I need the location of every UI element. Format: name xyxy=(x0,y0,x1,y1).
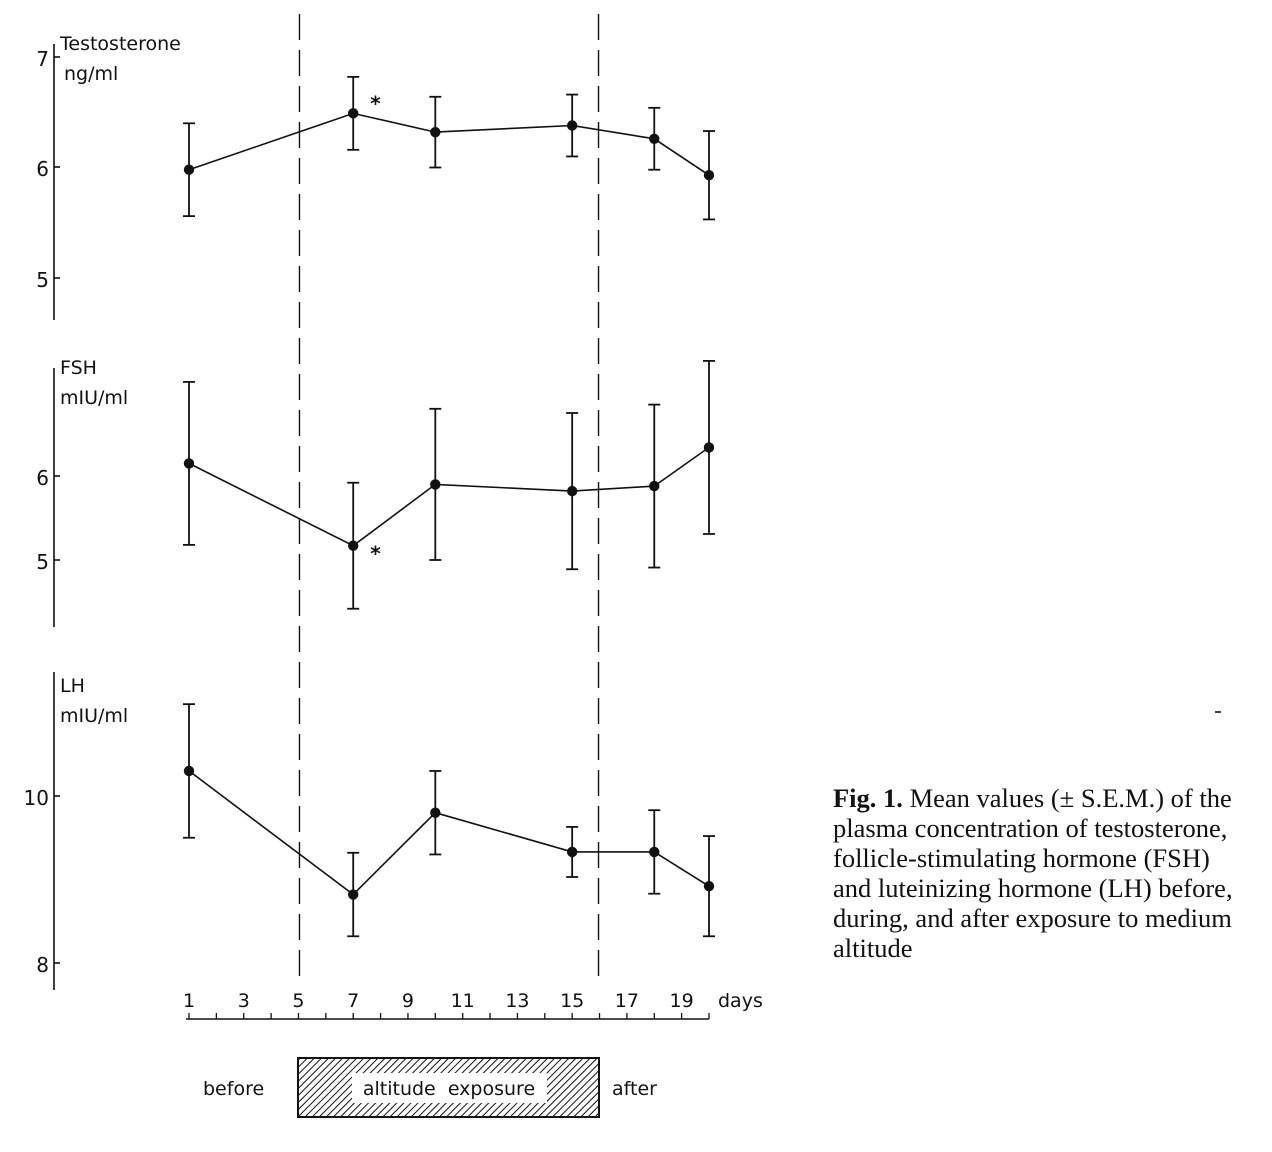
phase-after-label: after xyxy=(612,1078,657,1100)
fsh-data-point xyxy=(430,479,440,489)
fsh-tick-5: 5 xyxy=(36,550,49,574)
x-tick-label: 15 xyxy=(560,990,585,1012)
testosterone-data-point xyxy=(704,170,714,180)
lh-data-point xyxy=(649,847,659,857)
phase-exposure-label: altitude exposure xyxy=(362,1078,536,1100)
testosterone-significance-marker: * xyxy=(370,91,381,116)
fsh-tick-6: 6 xyxy=(36,466,49,490)
testosterone-data-point xyxy=(567,120,577,130)
testosterone-data-point xyxy=(184,165,194,175)
testosterone-label: Testosterone xyxy=(60,33,181,55)
testosterone-panel xyxy=(36,33,715,320)
figure-caption xyxy=(833,783,1253,963)
fsh-label: FSH xyxy=(60,357,97,379)
lh-line xyxy=(189,771,709,895)
lh-data-point xyxy=(184,766,194,776)
phase-before-label: before xyxy=(203,1078,265,1100)
phase-bar xyxy=(203,1058,657,1117)
lh-label: LH xyxy=(60,675,85,697)
x-tick-label: 7 xyxy=(347,990,360,1012)
x-axis-unit: days xyxy=(718,990,763,1012)
print-speck xyxy=(1215,711,1221,713)
testosterone-series xyxy=(183,77,715,220)
fsh-unit: mIU/ml xyxy=(60,387,129,409)
lh-tick-10: 10 xyxy=(23,786,49,810)
testosterone-tick-7: 7 xyxy=(36,47,49,71)
lh-data-point xyxy=(430,808,440,818)
fsh-data-point xyxy=(704,442,714,452)
fsh-significance-marker: * xyxy=(370,541,381,566)
x-tick-label: 17 xyxy=(614,990,639,1012)
lh-unit: mIU/ml xyxy=(60,705,129,727)
fsh-data-point xyxy=(649,481,659,491)
testosterone-data-point xyxy=(348,108,358,118)
fsh-series xyxy=(183,361,715,609)
x-tick-label: 1 xyxy=(182,990,196,1012)
testosterone-line xyxy=(189,113,709,175)
fsh-data-point xyxy=(567,486,577,496)
lh-tick-8: 8 xyxy=(36,953,49,977)
lh-data-point xyxy=(567,847,577,857)
testosterone-data-point xyxy=(649,134,659,144)
caption-text: Mean values (± S.E.M.) of the plasma concentration of testosterone, follicle-stimulating hormone (FSH) and luteinizing hormone (LH) before, during, and after exposure to medium altitude xyxy=(833,783,1233,963)
x-tick-label: 13 xyxy=(505,990,530,1012)
fsh-data-point xyxy=(184,458,194,468)
testosterone-unit: ng/ml xyxy=(64,63,119,85)
caption-label: Fig. 1. xyxy=(833,783,903,813)
x-tick-label: 11 xyxy=(450,990,475,1012)
fsh-data-point xyxy=(348,541,358,551)
testosterone-tick-5: 5 xyxy=(36,268,49,292)
testosterone-data-point xyxy=(430,127,440,137)
lh-data-point xyxy=(704,881,714,891)
x-axis xyxy=(183,990,763,1019)
testosterone-tick-6: 6 xyxy=(36,157,49,181)
x-tick-label: 9 xyxy=(401,990,414,1012)
fsh-panel xyxy=(36,357,715,627)
lh-series xyxy=(183,704,715,936)
fsh-line xyxy=(189,447,709,545)
lh-data-point xyxy=(348,889,358,899)
lh-panel xyxy=(24,672,715,990)
x-tick-label: 5 xyxy=(292,990,305,1012)
x-tick-label: 3 xyxy=(237,990,250,1012)
x-tick-label: 19 xyxy=(669,990,694,1012)
